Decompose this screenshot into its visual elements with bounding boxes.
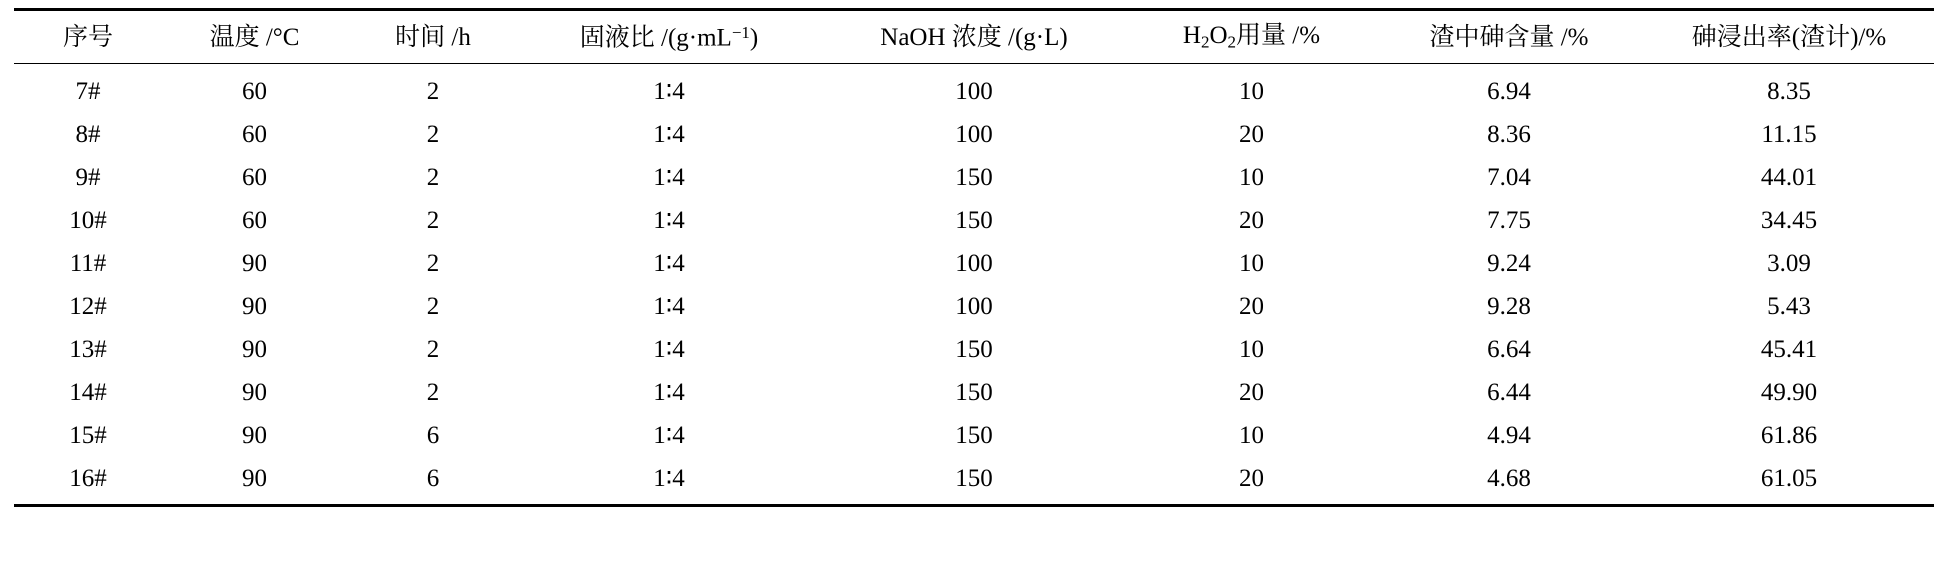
cell-sequence: 7#: [75, 78, 101, 105]
cell-arsenic-leaching-rate: 3.09: [1767, 250, 1811, 277]
cell-h2o2-dosage: 20: [1239, 293, 1264, 320]
column-header-arsenic-leaching-rate: 砷浸出率(渣计)/%: [1644, 10, 1934, 64]
cell-h2o2-dosage: 20: [1239, 207, 1264, 234]
cell-arsenic-leaching-rate: 5.43: [1767, 293, 1811, 320]
cell-time: 2: [426, 250, 440, 277]
bottom-rule: [14, 506, 1934, 508]
table-row: [14, 457, 1934, 506]
cell-temperature: 90: [242, 465, 267, 492]
cell-h2o2-dosage: 10: [1239, 336, 1264, 363]
table-row: [14, 113, 1934, 156]
column-header-solid-liquid-ratio: 固液比 $/(g\cdot mL^{-1})$: [519, 10, 819, 64]
cell-solid-liquid-ratio: 1∶4: [653, 78, 685, 105]
table-row: [14, 285, 1934, 328]
cell-arsenic-in-residue: 9.24: [1487, 250, 1531, 277]
cell-solid-liquid-ratio: 1∶4: [653, 164, 685, 191]
column-header-sequence: 序号: [14, 10, 162, 64]
cell-solid-liquid-ratio: 1∶4: [653, 121, 685, 148]
cell-sequence: 13#: [69, 336, 107, 363]
cell-sequence: 14#: [69, 379, 107, 406]
cell-naoh-concentration: 100: [955, 293, 993, 320]
table-row: [14, 64, 1934, 114]
cell-h2o2-dosage: 20: [1239, 465, 1264, 492]
cell-arsenic-in-residue: 7.04: [1487, 164, 1531, 191]
cell-arsenic-in-residue: 9.28: [1487, 293, 1531, 320]
cell-arsenic-leaching-rate: 11.15: [1761, 121, 1817, 148]
cell-naoh-concentration: 150: [955, 379, 993, 406]
cell-h2o2-dosage: 10: [1239, 250, 1264, 277]
cell-solid-liquid-ratio: 1∶4: [653, 379, 685, 406]
cell-arsenic-leaching-rate: 61.86: [1760, 422, 1818, 449]
cell-temperature: 90: [242, 379, 267, 406]
cell-temperature: 60: [242, 164, 267, 191]
cell-h2o2-dosage: 10: [1239, 164, 1264, 191]
cell-sequence: 8#: [75, 121, 101, 148]
table-body: [14, 64, 1934, 506]
cell-naoh-concentration: 150: [955, 465, 993, 492]
cell-solid-liquid-ratio: 1∶4: [653, 293, 685, 320]
cell-temperature: 60: [242, 78, 267, 105]
cell-arsenic-in-residue: 6.44: [1487, 379, 1531, 406]
cell-time: 2: [426, 207, 440, 234]
cell-h2o2-dosage: 20: [1239, 121, 1264, 148]
cell-solid-liquid-ratio: 1∶4: [653, 422, 685, 449]
table-footer-rule: [14, 506, 1934, 508]
cell-h2o2-dosage: 10: [1239, 422, 1264, 449]
cell-arsenic-in-residue: 4.94: [1487, 422, 1531, 449]
cell-arsenic-in-residue: 7.75: [1487, 207, 1531, 234]
table-row: [14, 328, 1934, 371]
column-header-h2o2-dosage: $H_2O_2$用量 /%: [1129, 10, 1374, 64]
table-header-row: [14, 10, 1934, 64]
cell-time: 6: [426, 422, 440, 449]
cell-naoh-concentration: 150: [955, 164, 993, 191]
cell-h2o2-dosage: 10: [1239, 78, 1264, 105]
cell-sequence: 12#: [69, 293, 107, 320]
results-table-container: [14, 8, 1934, 507]
cell-arsenic-in-residue: 6.94: [1487, 78, 1531, 105]
column-header-arsenic-in-residue: 渣中砷含量 /%: [1374, 10, 1644, 64]
table-row: [14, 156, 1934, 199]
cell-solid-liquid-ratio: 1∶4: [653, 250, 685, 277]
cell-sequence: 10#: [69, 207, 107, 234]
cell-temperature: 90: [242, 422, 267, 449]
cell-arsenic-leaching-rate: 45.41: [1760, 336, 1818, 363]
table-row: [14, 242, 1934, 285]
cell-arsenic-leaching-rate: 49.90: [1760, 379, 1818, 406]
cell-h2o2-dosage: 20: [1239, 379, 1264, 406]
cell-arsenic-leaching-rate: 61.05: [1760, 465, 1818, 492]
experiment-results-table: [14, 8, 1934, 507]
cell-temperature: 90: [242, 250, 267, 277]
cell-sequence: 15#: [69, 422, 107, 449]
cell-sequence: 16#: [69, 465, 107, 492]
cell-arsenic-in-residue: 6.64: [1487, 336, 1531, 363]
cell-time: 2: [426, 78, 440, 105]
cell-arsenic-leaching-rate: 34.45: [1760, 207, 1818, 234]
table-header: [14, 10, 1934, 64]
cell-arsenic-in-residue: 8.36: [1487, 121, 1531, 148]
cell-temperature: 90: [242, 293, 267, 320]
cell-time: 2: [426, 164, 440, 191]
column-header-temperature: 温度 /°C: [162, 10, 347, 64]
cell-naoh-concentration: 100: [955, 121, 993, 148]
cell-time: 2: [426, 293, 440, 320]
cell-solid-liquid-ratio: 1∶4: [653, 336, 685, 363]
cell-time: 2: [426, 121, 440, 148]
cell-temperature: 60: [242, 121, 267, 148]
cell-naoh-concentration: 100: [955, 78, 993, 105]
table-row: [14, 199, 1934, 242]
cell-sequence: 9#: [75, 164, 101, 191]
cell-time: 6: [426, 465, 440, 492]
cell-arsenic-leaching-rate: 44.01: [1760, 164, 1818, 191]
cell-solid-liquid-ratio: 1∶4: [653, 207, 685, 234]
table-footer-row: [14, 506, 1934, 508]
cell-sequence: 11#: [69, 250, 107, 277]
table-row: [14, 414, 1934, 457]
column-header-naoh-concentration: NaOH 浓度 /(g·L): [819, 10, 1129, 64]
cell-time: 2: [426, 336, 440, 363]
cell-naoh-concentration: 150: [955, 422, 993, 449]
cell-time: 2: [426, 379, 440, 406]
cell-temperature: 60: [242, 207, 267, 234]
table-row: [14, 371, 1934, 414]
cell-naoh-concentration: 150: [955, 207, 993, 234]
cell-arsenic-leaching-rate: 8.35: [1767, 78, 1811, 105]
cell-naoh-concentration: 150: [955, 336, 993, 363]
cell-naoh-concentration: 100: [955, 250, 993, 277]
cell-temperature: 90: [242, 336, 267, 363]
cell-arsenic-in-residue: 4.68: [1487, 465, 1531, 492]
cell-solid-liquid-ratio: 1∶4: [653, 465, 685, 492]
column-header-time: 时间 /h: [347, 10, 519, 64]
